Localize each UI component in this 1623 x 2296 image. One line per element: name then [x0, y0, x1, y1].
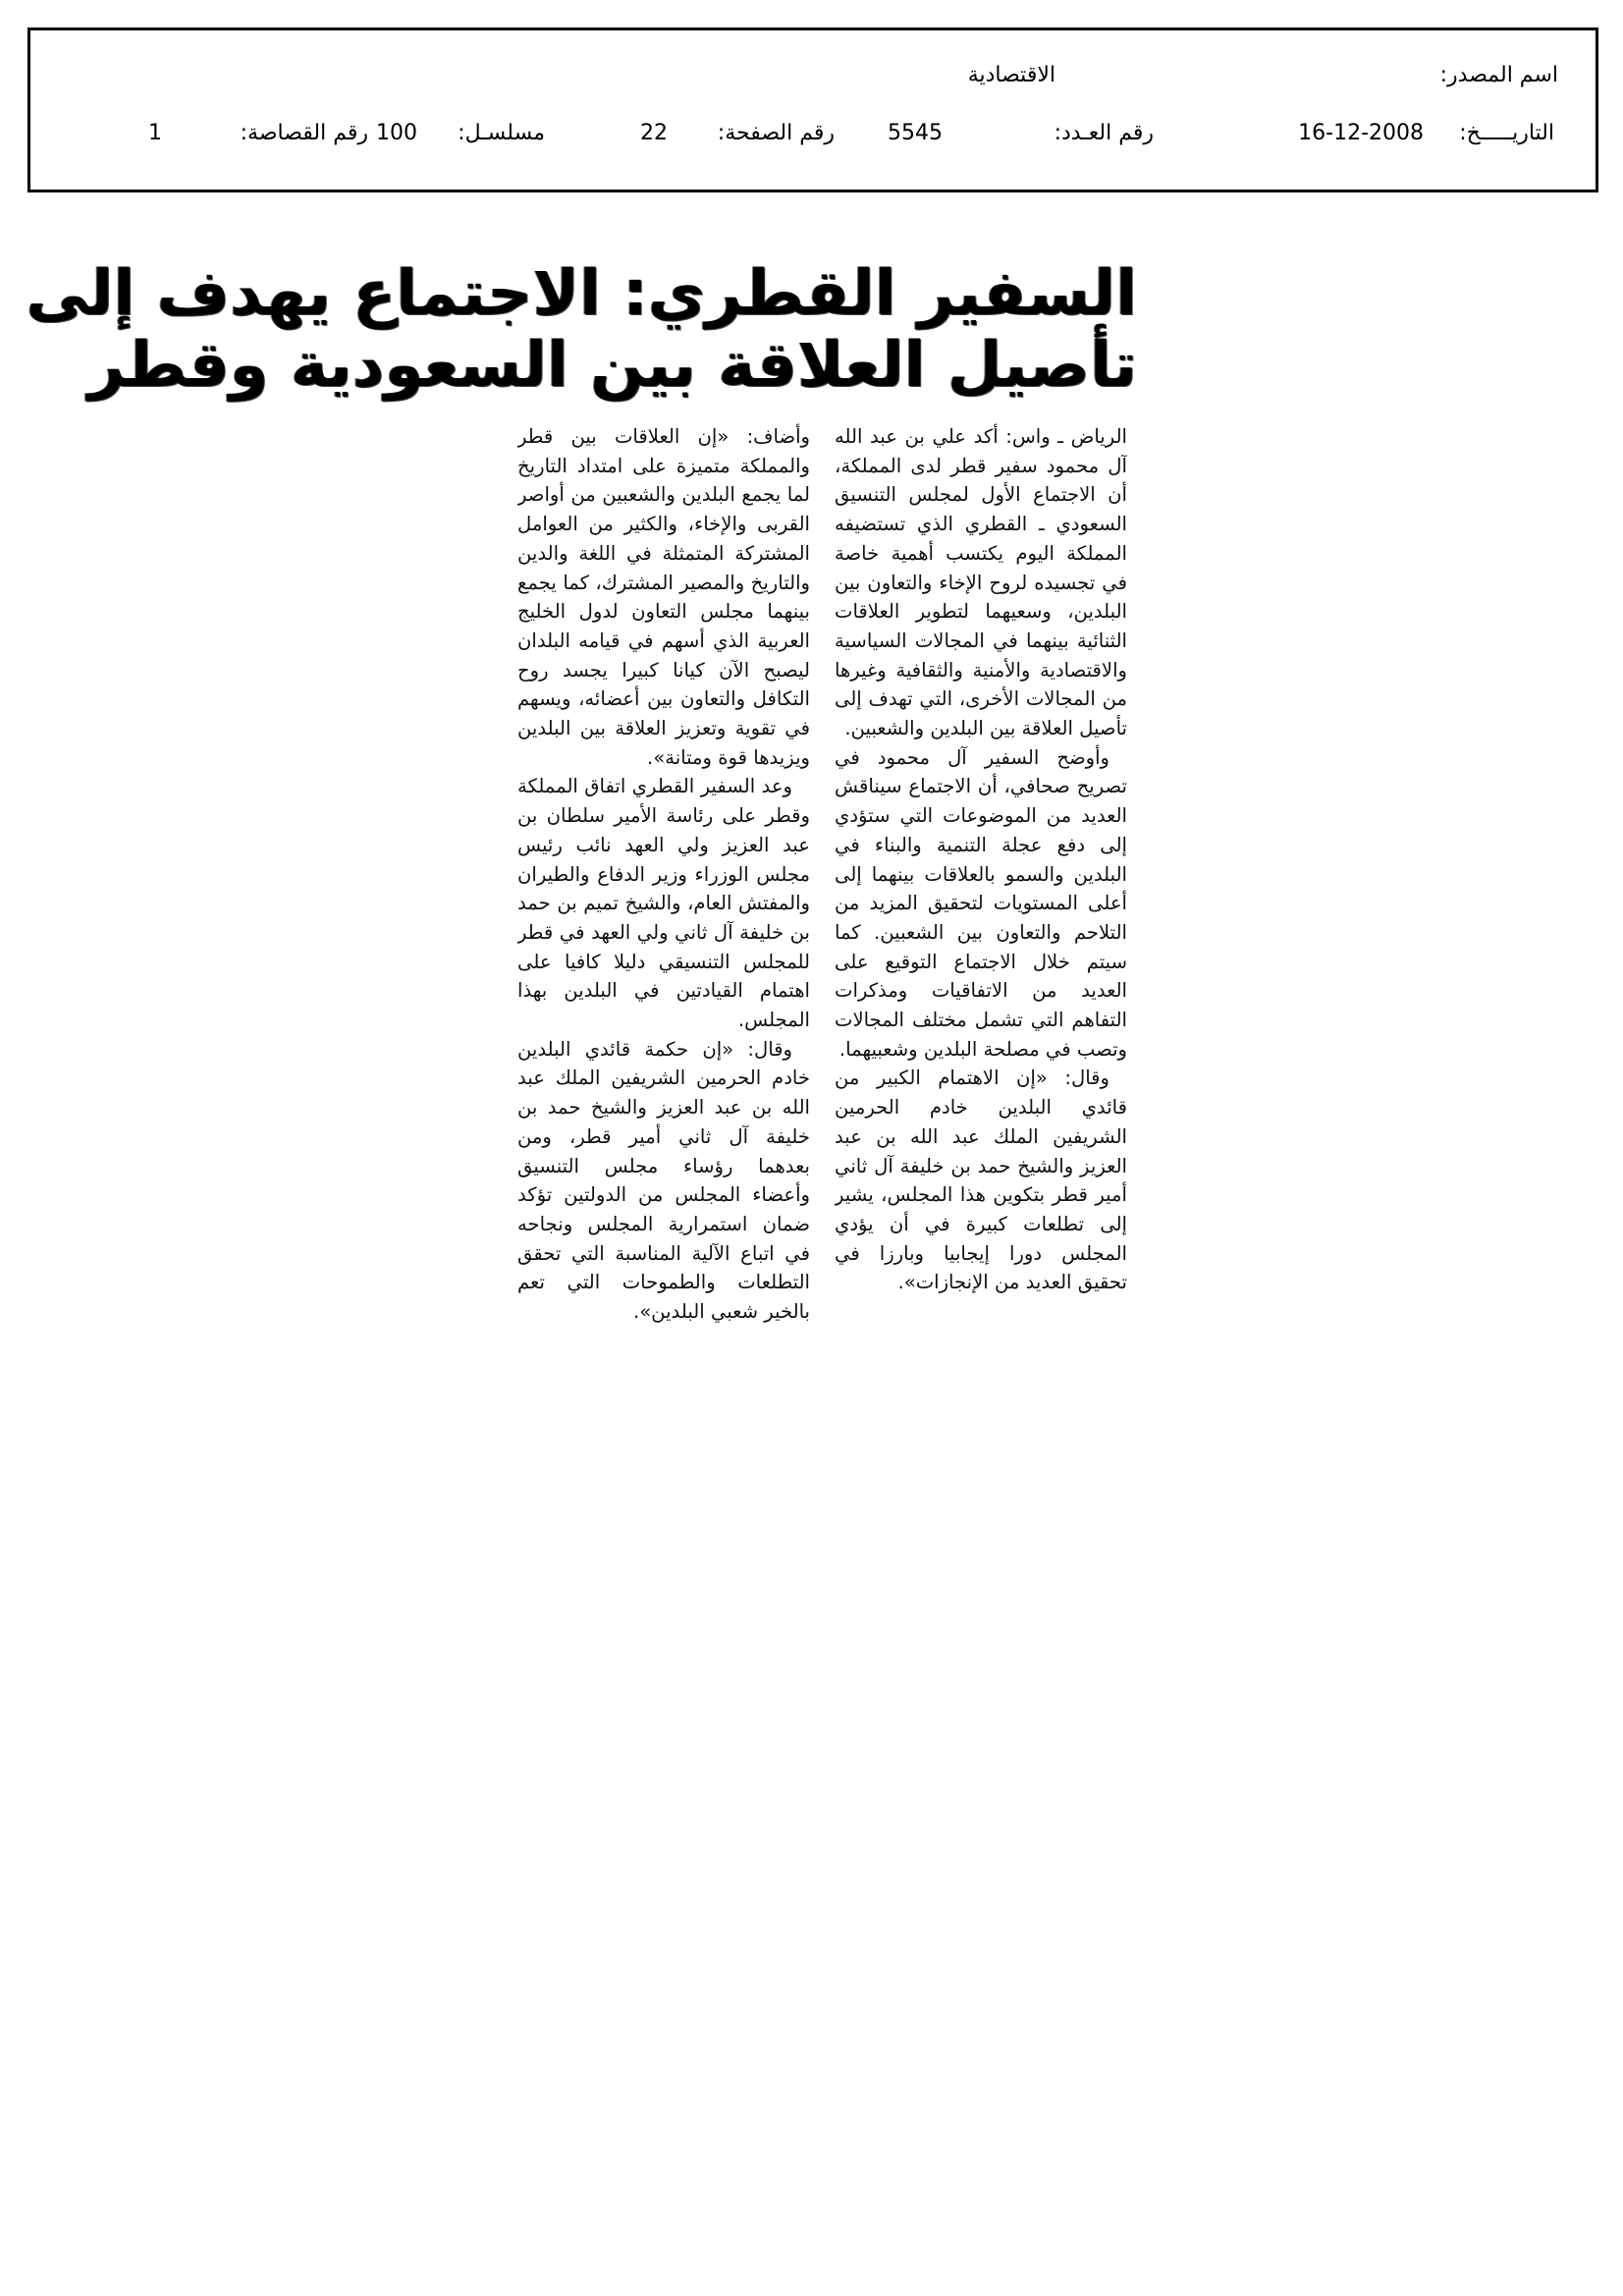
- serial-value: 100: [376, 121, 417, 145]
- article-paragraph: وقال: «إن الاهتمام الكبير من قائدي البلدين خادم الحرمين الشريفين الملك عبد الله بن عبد العزيز والشيخ حمد بن خليفة آل ثاني أمير قطر بتكوين هذا المجلس، يشير إلى تطلعات كبيرة في أن يؤدي المجلس دورا إيجابيا وبارزا في تحقيق العديد من الإنجازات».: [835, 1066, 1127, 1294]
- page-label: رقم الصفحة:: [717, 121, 835, 145]
- page-value: 22: [640, 121, 668, 145]
- article-paragraph: الرياض ـ واس: أكد علي بن عبد الله آل محمود سفير قطر لدى المملكة، أن الاجتماع الأول لمجلس التنسيق السعودي ـ القطري الذي تستضيفه المملكة اليوم يكتسب أهمية خاصة في تجسيده لروح الإخاء والتعاون بين البلدين، وسعيهما لتطوير العلاقات الثنائية بينهما في المجالات السياسية والاقتصادية والأمنية والثقافية وغيرها من المجالات الأخرى، التي تهدف إلى تأصيل العلاقة بين البلدين والشعبين.: [835, 425, 1127, 740]
- headline-line-2: تأصيل العلاقة بين السعودية وقطر: [87, 329, 1137, 402]
- clipping-number-label: رقم القصاصة:: [240, 121, 368, 145]
- issue-value: 5545: [888, 121, 943, 145]
- article-column-left: [517, 422, 810, 1552]
- clipping-header: [27, 27, 1598, 192]
- headline-line-1: السفير القطري: الاجتماع يهدف إلى: [26, 257, 1137, 330]
- clipping-number-value: 1: [148, 121, 162, 145]
- issue-label: رقم العـدد:: [1054, 121, 1154, 145]
- article-paragraph: وعد السفير القطري اتفاق المملكة وقطر على رئاسة الأمير سلطان بن عبد العزيز ولي العهد نائب رئيس مجلس الوزراء وزير الدفاع والطيران والمفتش العام، والشيخ تميم بن حمد بن خليفة آل ثاني ولي العهد في قطر للمجلس التنسيقي دليلا كافيا على اهتمام القيادتين في البلدين بهذا المجلس.: [517, 775, 810, 1032]
- date-value: 16-12-2008: [1298, 121, 1424, 145]
- serial-label: مسلسـل:: [458, 121, 545, 145]
- article-paragraph: وأضاف: «إن العلاقات بين قطر والمملكة متميزة على امتداد التاريخ لما يجمع البلدين والشعبين من أواصر القربى والإخاء، والكثير من العوامل المشتركة المتمثلة في اللغة والدين والتاريخ والمصير المشترك، كما يجمع بينهما مجلس التعاون لدول الخليج العربية الذي أسهم في قيامه البلدان ليصبح الآن كيانا كبيرا يجسد روح التكافل والتعاون بين أعضائه، ويسهم في تقوية وتعزيز العلاقة بين البلدين ويزيدها قوة ومتانة».: [517, 425, 810, 769]
- article-paragraph: وأوضح السفير آل محمود في تصريح صحافي، أن الاجتماع سيناقش العديد من الموضوعات التي ستؤدي إلى دفع عجلة التنمية والبناء في البلدين والسمو بالعلاقات بينهما إلى أعلى المستويات لتحقيق المزيد من التلاحم والتعاون بين الشعبين. كما سيتم خلال الاجتماع التوقيع على العديد من الاتفاقيات ومذكرات التفاهم التي تشمل مختلف المجالات وتصب في مصلحة البلدين وشعبيهما.: [835, 745, 1127, 1061]
- source-label: اسم المصدر:: [1439, 63, 1558, 87]
- article-paragraph: وقال: «إن حكمة قائدي البلدين خادم الحرمين الشريفين الملك عبد الله بن عبد العزيز والشيخ حمد بن خليفة آل ثاني أمير قطر، ومن بعدهما رؤساء مجلس التنسيق وأعضاء المجلس من الدولتين تؤكد ضمان استمرارية المجلس ونجاحه في اتباع الآلية المناسبة التي تحقق التطلعات والطموحات التي تعم بالخير شعبي البلدين».: [517, 1037, 810, 1324]
- article-column-right: [835, 422, 1127, 1552]
- date-label: التاريـــــخ:: [1459, 121, 1554, 145]
- source-value: الاقتصادية: [967, 63, 1055, 87]
